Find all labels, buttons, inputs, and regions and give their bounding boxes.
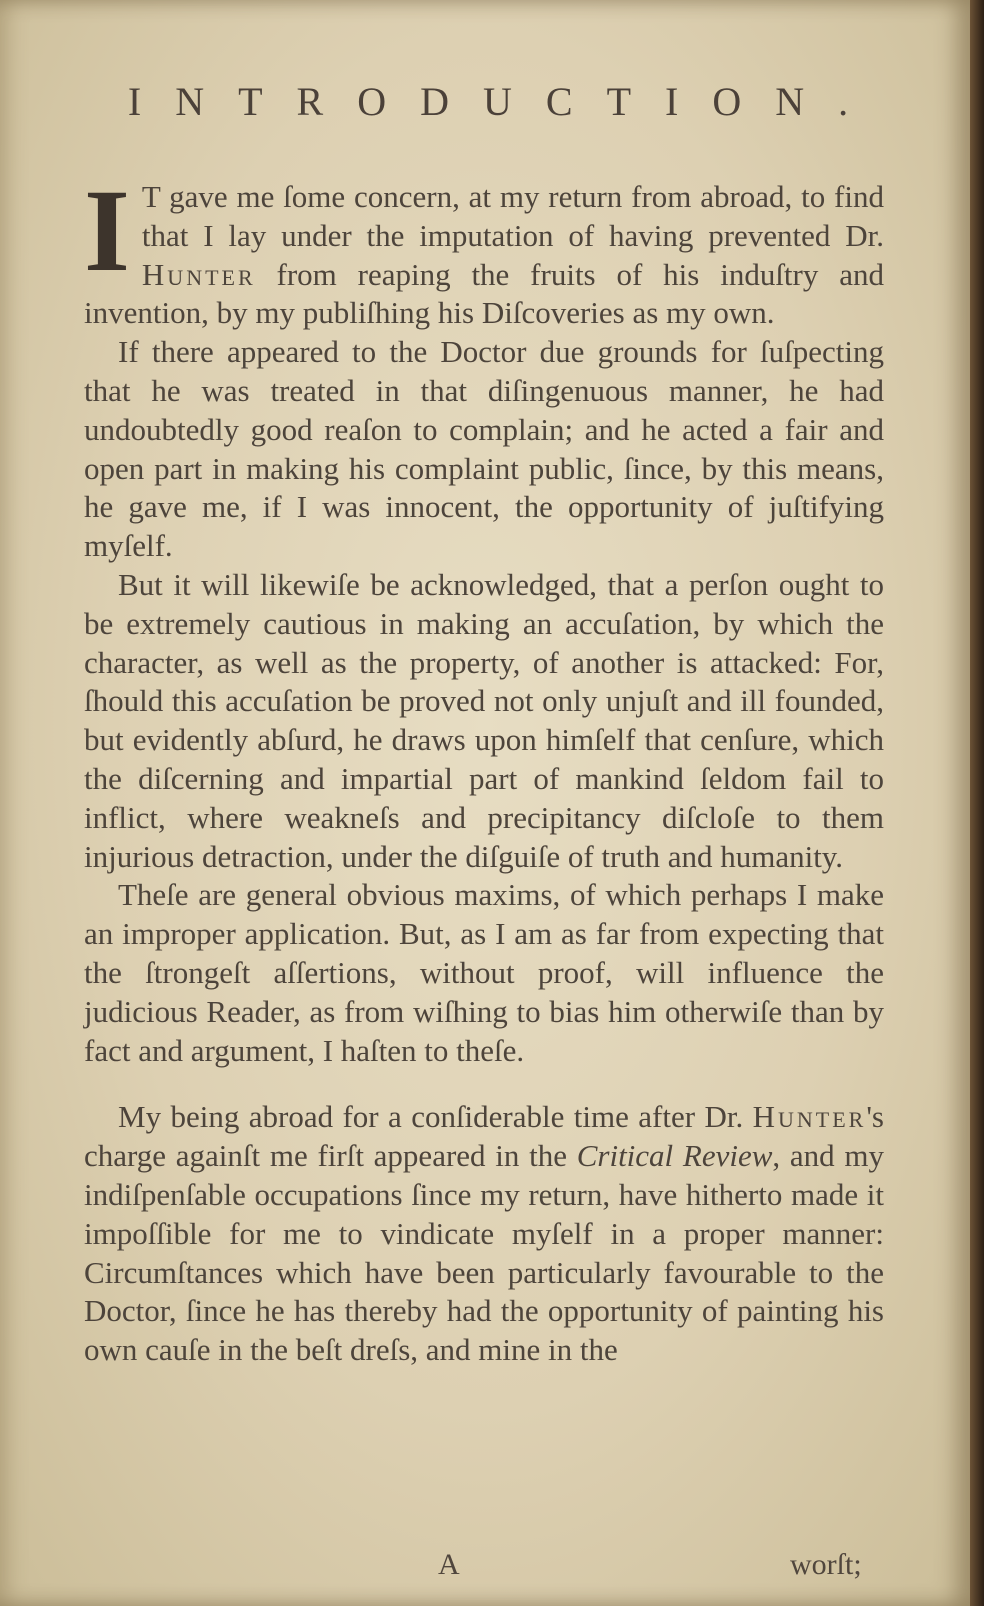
drop-cap: I — [84, 165, 130, 296]
author-name: Hunter — [752, 1099, 867, 1135]
paragraph-1-text-a: T gave me ſome concern, at my return from abroad, to find that I lay under the imputation of having prevented Dr. — [141, 179, 884, 253]
paragraph-5-text-a: My being abroad for a conſiderable time after Dr. — [118, 1099, 753, 1135]
paragraph-5 — [84, 1098, 884, 1370]
page-body — [84, 165, 884, 1370]
paragraph-4: Theſe are general obvious maxims, of which perhaps I make an improper application. But, as I am as far from expecting that the ſtrongeſt aſſertions, without proof, will influence the judicious Reader, as from wiſhing to bias him otherwiſe than by fact and argument, I haſten to theſe. — [84, 877, 884, 1068]
paragraph-5-text-c: , and my indiſpenſable occupations ſince my return, have hitherto made it impoſſible for me to vindicate myſelf in a proper manner: Circumſtances which have been particularly favourable to the Doctor, ſince he has thereby had the opportunity of painting his own cauſe in the beſt dreſs, and mine in the — [84, 1138, 884, 1368]
paragraph-2: If there appeared to the Doctor due grounds for ſuſpecting that he was treated in that diſingenuous manner, he had undoubtedly good reaſon to complain; and he acted a fair and open part in making his complaint public, ſince, by this means, he gave me, if I was innocent, the opportunity of juſtifying myſelf. — [84, 334, 884, 564]
book-spine-shadow — [970, 0, 984, 1606]
signature-mark: A — [438, 1548, 460, 1581]
author-name: Hunter — [141, 256, 256, 292]
catchword: worſt; — [790, 1548, 862, 1581]
paragraph-1 — [84, 165, 884, 333]
journal-title: Critical Review — [576, 1138, 773, 1174]
paragraph-1-text-b: from reaping the fruits of his induſtry and invention, by my publiſhing his Diſcoveries as my own. — [84, 256, 884, 331]
page-heading: INTRODUCTION. — [127, 79, 883, 124]
paragraph-5-text-b: 's charge againſt me firſt appeared in the — [84, 1099, 884, 1174]
paragraph-3: But it will likewiſe be acknowledged, that a perſon ought to be extremely cautious in making an accuſation, by which the character, as well as the property, of another is attacked: For, ſhould this accuſation be proved not only unjuſt and ill founded, but evidently abſurd, he draws upon himſelf that cenſure, which the diſcerning and impartial part of mankind ſeldom fail to inflict, where weakneſs and precipitancy diſcloſe to them injurious detraction, under the diſguiſe of truth and humanity. — [84, 566, 884, 874]
